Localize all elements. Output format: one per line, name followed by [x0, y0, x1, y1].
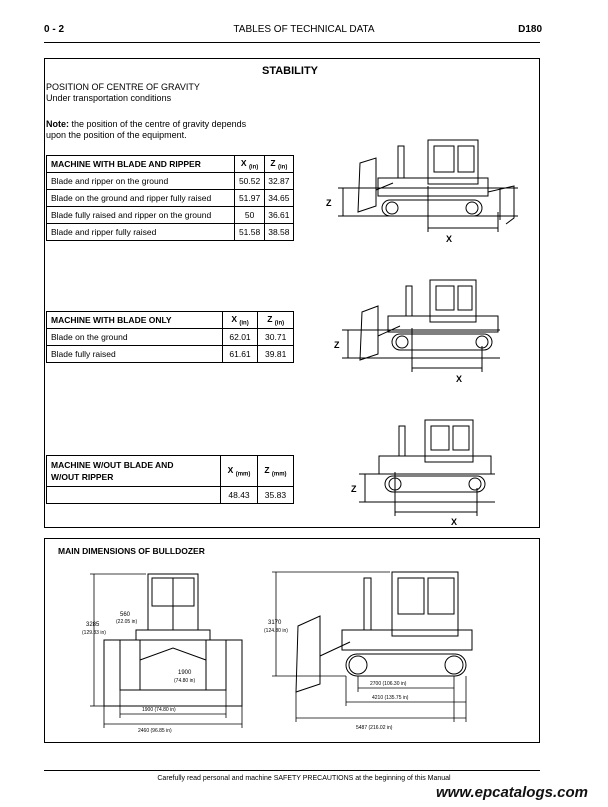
side-height-label: 3170: [268, 620, 282, 626]
row-x: 48.43: [221, 487, 258, 504]
page-number: 0 - 2: [44, 24, 65, 35]
row-x: 50.52: [235, 173, 264, 190]
blade-height-in-label: (74.80 in): [174, 678, 196, 684]
row-label: [47, 487, 221, 504]
table-row: [47, 207, 294, 224]
row-z: 39.81: [258, 346, 294, 363]
dimensions-title: MAIN DIMENSIONS OF BULLDOZER: [58, 546, 205, 556]
table-row: [47, 224, 294, 241]
wheelbase-label: 2700 (106.30 in): [370, 681, 407, 687]
safety-footer: Carefully read personal and machine SAFETY PRECAUTIONS at the beginning of this Manual: [157, 775, 451, 782]
table-blade-ripper: [46, 155, 294, 241]
axis-z-label: Z: [334, 340, 340, 350]
table-row: [47, 346, 294, 363]
bulldozer-front-view: [80, 564, 260, 736]
row-label: Blade fully raised and ripper on the ground: [47, 207, 235, 224]
col-z-header: Z $_{(in)}$: [264, 156, 293, 173]
row-x: 50: [235, 207, 264, 224]
stability-title: STABILITY: [262, 65, 319, 77]
col-x-header: X $_{(in)}$: [222, 312, 258, 329]
row-label: Blade and ripper fully raised: [47, 224, 235, 241]
table-blade-only: [46, 311, 294, 363]
track-width-label: 1900 (74.80 in): [142, 707, 176, 713]
blade-width-label: 2460 (96.85 in): [138, 728, 172, 734]
table-header: MACHINE WITH BLADE ONLY: [47, 312, 223, 329]
bulldozer-no-equipment-diagram: [345, 412, 525, 527]
cog-title: POSITION OF CENTRE OF GRAVITY: [46, 82, 200, 92]
col-z-header: Z $_{(mm)}$: [257, 456, 293, 487]
row-z: 35.83: [257, 487, 293, 504]
row-z: 36.61: [264, 207, 293, 224]
col-x-header: X $_{(mm)}$: [221, 456, 258, 487]
table-header-row: [47, 456, 294, 487]
row-label: Blade on the ground: [47, 329, 223, 346]
table-header-row: [47, 156, 294, 173]
front-height-in-label: (129.33 in): [82, 630, 106, 636]
axis-x-label: X: [446, 234, 453, 244]
row-x: 51.58: [235, 224, 264, 241]
header-divider: [44, 42, 540, 43]
row-x: 62.01: [222, 329, 258, 346]
table-row: [47, 329, 294, 346]
side-height-in-label: (124.80 in): [264, 628, 288, 634]
table-row: [47, 190, 294, 207]
table-header: MACHINE WITH BLADE AND RIPPER: [47, 156, 235, 173]
bulldozer-blade-only-diagram: [330, 272, 530, 392]
row-label: Blade and ripper on the ground: [47, 173, 235, 190]
model-code: D180: [518, 24, 542, 35]
axis-x-label: X: [456, 374, 463, 384]
row-z: 38.58: [264, 224, 293, 241]
row-label: Blade fully raised: [47, 346, 223, 363]
page-title: TABLES OF TECHNICAL DATA: [233, 24, 375, 35]
front-height-label: 3285: [86, 622, 100, 628]
overall-length-label: 5487 (216.02 in): [356, 725, 393, 731]
table-no-equipment: [46, 455, 294, 504]
row-x: 61.61: [222, 346, 258, 363]
watermark: www.epcatalogs.com: [436, 784, 588, 801]
table-row: [47, 487, 294, 504]
axis-z-label: Z: [351, 484, 357, 494]
row-x: 51.97: [235, 190, 264, 207]
track-gap-in-label: (22.05 in): [116, 619, 138, 625]
axis-z-label: Z: [326, 198, 332, 208]
bulldozer-blade-ripper-diagram: [318, 128, 534, 248]
col-z-header: Z $_{(in)}$: [258, 312, 294, 329]
note-line-1: Note: the position of the centre of gravity depends: [46, 119, 247, 129]
col-x-header: X $_{(in)}$: [235, 156, 264, 173]
track-length-label: 4210 (135.75 in): [372, 695, 409, 701]
note-line-2: upon the position of the equipment.: [46, 130, 187, 140]
axis-x-label: X: [451, 517, 458, 527]
row-label: Blade on the ground and ripper fully raised: [47, 190, 235, 207]
bulldozer-side-view: [262, 564, 536, 736]
row-z: 34.65: [264, 190, 293, 207]
track-gap-label: 560: [120, 612, 131, 618]
footer-divider: [44, 770, 540, 771]
cog-subtitle: Under transportation conditions: [46, 93, 172, 103]
table-header: MACHINE W/OUT BLADE AND W/OUT RIPPER: [47, 456, 221, 487]
table-row: [47, 173, 294, 190]
row-z: 30.71: [258, 329, 294, 346]
row-z: 32.87: [264, 173, 293, 190]
table-header-row: [47, 312, 294, 329]
blade-height-label: 1900: [178, 670, 192, 676]
